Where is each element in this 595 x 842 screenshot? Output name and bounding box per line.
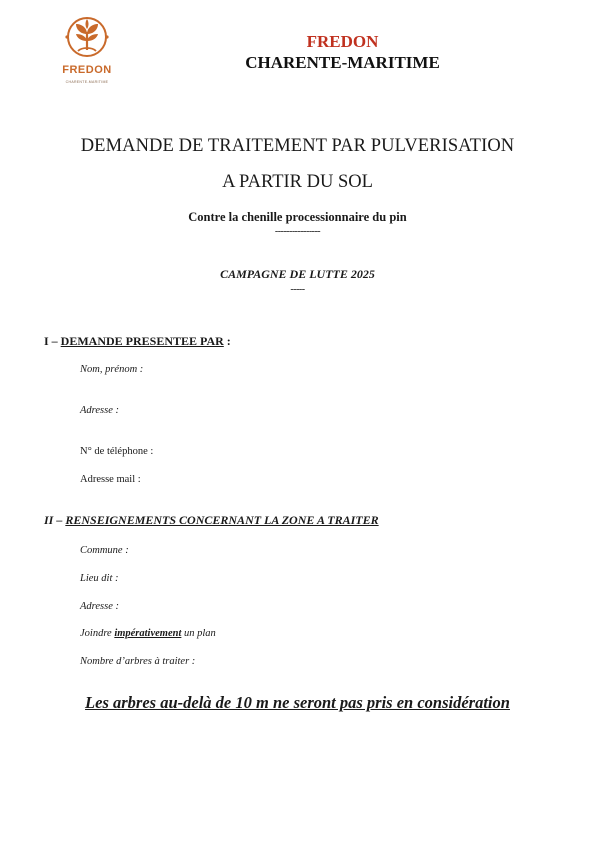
- fredon-logo: [52, 14, 122, 94]
- document-title-line-1: DEMANDE DE TRAITEMENT PAR PULVERISATION: [80, 136, 515, 156]
- field-address-label: Adresse :: [80, 405, 119, 416]
- section-2-heading: [44, 513, 379, 528]
- plan-emphasis: impérativement: [114, 628, 182, 639]
- campaign-heading: CAMPAGNE DE LUTTE 2025: [220, 267, 375, 281]
- document-subtitle: Contre la chenille processionnaire du pin: [188, 210, 407, 224]
- field-commune-label: Commune :: [80, 545, 129, 556]
- section-2-number: II –: [44, 513, 66, 527]
- field-lieu-dit-label: Lieu dit :: [80, 573, 119, 584]
- section-1-title: DEMANDE PRESENTEE PAR: [60, 334, 224, 348]
- field-phone-label: N° de téléphone :: [80, 446, 154, 457]
- height-limit-notice: Les arbres au-delà de 10 m ne seront pas pris en considération: [85, 693, 510, 712]
- field-zone-address-label: Adresse :: [80, 601, 119, 612]
- organisation-region: CHARENTE-MARITIME: [245, 53, 440, 72]
- logo-tagline: CHARENTE-MARITIME: [65, 80, 109, 84]
- plant-emblem-icon: [64, 14, 110, 60]
- field-plan-instruction: [80, 628, 216, 639]
- logo-wordmark: FREDON: [62, 64, 112, 76]
- section-1-colon: :: [223, 334, 231, 348]
- plan-prefix: Joindre: [80, 628, 115, 639]
- field-tree-count-label: Nombre d’arbres à traiter :: [80, 656, 196, 667]
- plan-suffix: un plan: [181, 628, 216, 639]
- section-1-heading: [44, 334, 231, 349]
- organisation-name: FREDON: [306, 32, 379, 51]
- field-name-label: Nom, prénom :: [80, 364, 144, 375]
- subtitle-rule: ----------------: [274, 226, 321, 237]
- field-email-label: Adresse mail :: [80, 474, 141, 485]
- document-title-line-2: A PARTIR DU SOL: [222, 172, 373, 192]
- section-2-title: RENSEIGNEMENTS CONCERNANT LA ZONE A TRAITER: [65, 513, 379, 527]
- section-1-number: I –: [44, 334, 61, 348]
- campaign-rule: -----: [290, 284, 305, 295]
